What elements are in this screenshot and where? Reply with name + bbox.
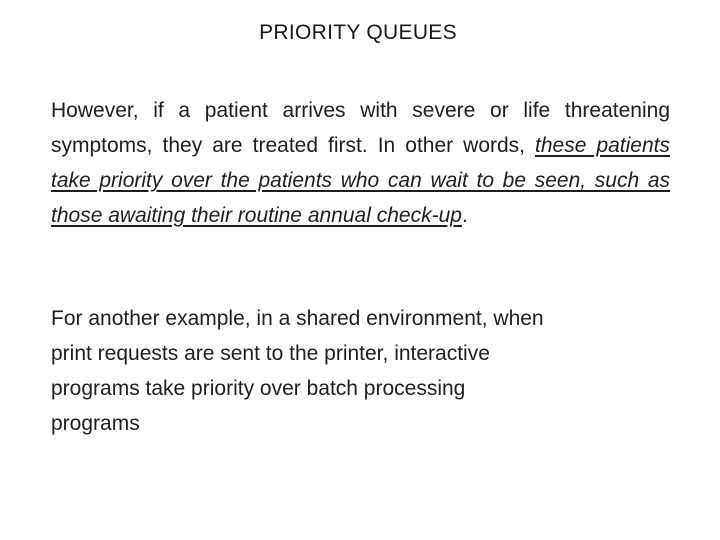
paragraph-line: programs xyxy=(51,412,140,435)
emphasized-underlined-text: these patients take priority over the patients who can wait to be seen, such as those awaiting their routine annual check-up xyxy=(51,134,670,227)
paragraph-end-punctuation: . xyxy=(461,204,468,227)
paragraph-line: programs take priority over batch processing xyxy=(51,377,466,400)
paragraph-priority-patients xyxy=(51,93,670,233)
paragraph-line: print requests are sent to the printer, interactive xyxy=(51,342,490,365)
paragraph-print-example xyxy=(51,301,670,441)
paragraph-line: For another example, in a shared environment, when xyxy=(51,307,544,330)
slide-title: PRIORITY QUEUES xyxy=(259,21,457,44)
paragraph-intro-text: However, if a patient arrives with severe or life threatening symptoms, they are treated first. In other words, xyxy=(51,99,670,157)
